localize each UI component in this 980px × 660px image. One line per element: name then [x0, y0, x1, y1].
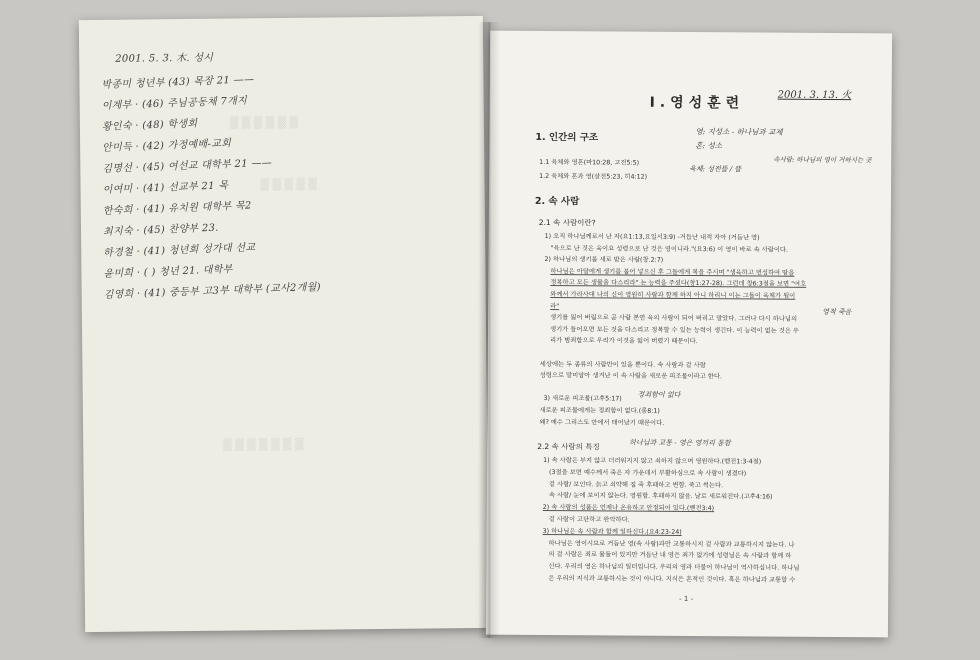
roster-entry: 윤미희 · ( ) 청년 21. 대학부 [103, 264, 233, 280]
body-line: 겉 사람이 고단하고 완악하다. [548, 516, 630, 524]
handwritten-note-communion: 하나님과 교통 - 영은 영끼리 통함 [629, 438, 731, 448]
page-title: Ⅰ.영성훈련 [649, 94, 745, 112]
body-line: 속 사람/ 눈에 보이지 않는다. 영원함. 후패하지 않음. 날로 새로워진다.(고후4:16) [548, 492, 773, 501]
body-line: (3절을 보면 예수께서 죽은 자 가운데서 부활하심으로 속 사람이 생겼다) [549, 468, 747, 478]
handwritten-side-note: 육체: 성전뜰 / 뜰 [689, 164, 742, 174]
body-line: 1) 속 사람은 부지 않고 더러워지지 않고 쇠하지 않으며 영원하다.(벧전1:3-4절) [543, 456, 762, 466]
bleed-through-text: ▒ ▒ ▒ ▒ ▒ ▒ ▒ [223, 437, 304, 452]
handwritten-date-note: 2001. 3. 13. 火 [777, 89, 852, 102]
body-line: 하나님은 아담에게 생기를 불어 넣으신 후 그들에게 복을 주시며 "생육하고 번성하여 땅을 [550, 267, 795, 277]
bleed-through-text: ▒ ▒ ▒ ▒ ▒ [260, 177, 317, 192]
body-line: 세상에는 두 종류의 사람만이 있을 뿐이다. 속 사람과 겉 사람 [539, 360, 706, 369]
handwritten-date: 2001. 5. 3. 木. 성시 [115, 52, 214, 65]
roster-entry: 황인숙 · (48) 학생회 [101, 118, 198, 133]
body-line: 2) 속 사람의 성품은 언제나 온유하고 안정되어 있다.(벧전3:4) [542, 504, 715, 513]
roster-entry: 김명선 · (45) 여선교 대학부 21 —— [102, 157, 273, 175]
body-line: 라" [550, 302, 560, 310]
body-line: 와께서 가라사대 나의 신이 영원히 사람과 함께 하지 아니 하리니 이는 그들이 육체가 됨이 [550, 291, 796, 300]
roster-entry: 안미득 · (42) 가정예배-교회 [102, 138, 232, 154]
body-line: 신다. 우리의 영은 하나님의 일터입니다. 우리의 영과 더불어 하나님이 역사하십니다. 하나님 [548, 563, 800, 572]
bleed-through-text: ▒ ▒ ▒ ▒ ▒ ▒ [229, 115, 299, 130]
roster-entry: 이여미 · (41) 선교부 21 목 [102, 180, 229, 196]
body-line: 은 우리의 지식과 교통하시는 것이 아니다. 지식은 혼적인 것이다. 혹은 하나님과 교통할 수 [548, 575, 796, 584]
roster-entry: 박종미 청년부 (43) 목장 21 —— [101, 74, 255, 91]
body-line: 리가 범죄함으로 우리가 이것을 잃어 버렸기 때문이다. [549, 337, 698, 346]
body-line: 3) 하나님은 속 사람과 함께 일하신다.(요4:23-24) [542, 527, 682, 536]
section2-heading: 2. 속 사람 [534, 195, 580, 208]
handwritten-side-note-2: 속사람: 하나님의 영이 거하시는 곳 [773, 155, 872, 165]
body-line: 의 겉 사람은 죄로 물들어 있지만 거듭난 내 영은 죄가 없기에 성령님은 속 사람과 함께 하 [548, 551, 792, 561]
right-page [486, 31, 892, 638]
body-line: 새로운 피조물에게는 정죄함이 없다.(롬8:1) [539, 406, 660, 415]
subsection-heading: 2.1 속 사람이란? [538, 217, 596, 228]
body-line: 겉 사람/ 보인다. 늙고 쇠약해 짐 죽 후패하고 변함. 죽고 썩는다. [548, 480, 724, 489]
body-line: 성령으로 말미암아 생겨난 이 속 사람을 새로운 피조물이라고 한다. [539, 372, 722, 381]
handwritten-note-spirit: 영: 지성소 - 하나님과 교제 [695, 127, 783, 137]
subsection-heading: 2.2 속 사람의 특징 [537, 441, 600, 452]
body-line: 정복하고 모든 생물을 다스리라" 는 능력을 주셨다(창1:27-28). 그런데 창6:3절을 보면 "여호 [550, 279, 807, 289]
body-line: 1) 오직 하나님께로서 난 자(요1:13,요일서3:9) -거듭난 내적 자아 (거듭난 영) [544, 232, 760, 242]
left-page [79, 16, 489, 632]
roster-entry: 한숙희 · (41) 유치원 대학부 목2 [102, 200, 252, 217]
body-line: 왜? 예수 그리스도 안에서 태어났기 때문이다. [539, 418, 665, 427]
handwritten-margin-note-2: 정죄함이 없다 [637, 390, 681, 399]
section1-item: 1.2 육체와 혼과 영(살전5:23, 히4:12) [539, 172, 648, 181]
handwritten-margin-note: 영적 죽음 [822, 307, 852, 317]
body-line: 2) 하나님의 생기를 새로 받은 사람(창.2:7) [544, 256, 664, 265]
page-number: - 1 - [679, 594, 694, 604]
roster-entry: 이계부 · (46) 주님공동체 7개지 [101, 95, 248, 112]
roster-entry: 하경철 · (41) 청년회 성가대 선교 [103, 242, 256, 259]
roster-entry: 김영희 · (41) 중등부 고3부 대학부 (교사2개월) [103, 281, 322, 301]
handwritten-note-soul: 혼: 성소 [695, 141, 723, 151]
section1-item: 1.1 육체와 영혼(마10:28, 고전5:5) [539, 158, 640, 167]
section1-heading: 1. 인간의 구조 [535, 131, 599, 144]
body-line: 하나님은 영이시므로 거듭난 영(속 사람)과만 교통하시지 겉 사람과 교통하시지 않는다. 나 [548, 539, 795, 549]
body-line: 생기가 들어오면 모든 것을 다스리고 정복할 수 있는 능력이 생긴다. 이 능력이 없는 것은 우 [550, 325, 800, 335]
roster-entry: 최지숙 · (45) 찬양부 23. [102, 222, 219, 238]
body-line: 생기를 잃어 버림으로 곧 사람 본연 육의 사람이 되어 버리고 말았다. 그러나 다시 하나님의 [550, 314, 798, 323]
body-line: "육으로 난 것은 육이요 성령으로 난 것은 영이니라."(요3:6) 이 영이 바로 속 사람이다. [550, 244, 789, 254]
body-line: 3) 새로운 피조물(고후5:17) [543, 395, 622, 403]
